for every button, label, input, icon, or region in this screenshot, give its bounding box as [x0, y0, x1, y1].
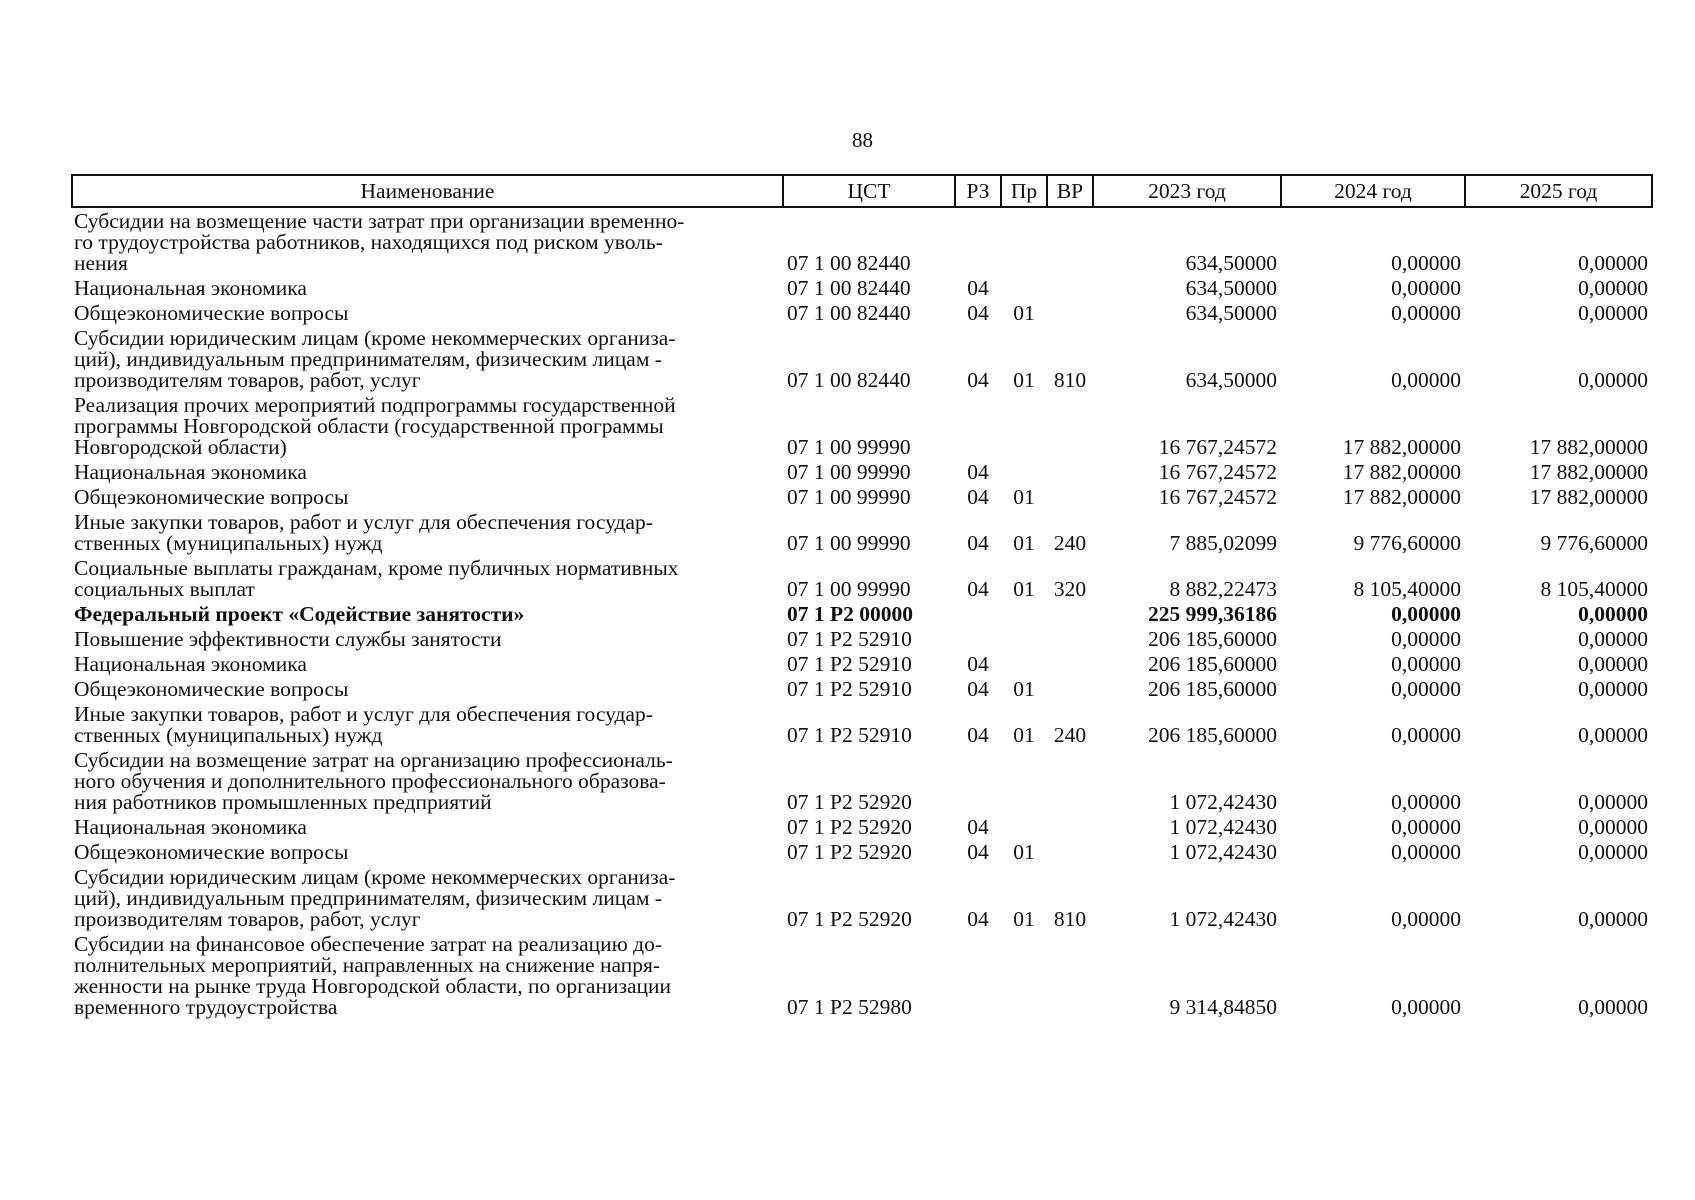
row-name [72, 931, 783, 1019]
row-2024: 0,00000 [1391, 652, 1461, 676]
row-name [72, 392, 783, 459]
row-cst: 07 1 00 82440 [787, 276, 911, 300]
row-cst: 07 1 Р2 00000 [787, 602, 914, 626]
table-row [72, 275, 1652, 300]
row-name [72, 747, 783, 814]
row-pr: 01 [1013, 577, 1035, 601]
row-vr [1047, 626, 1093, 651]
row-pr: 01 [1013, 677, 1035, 701]
row-cst: 07 1 Р2 52980 [787, 995, 912, 1019]
row-vr [1047, 300, 1093, 325]
row-rz: 04 [967, 652, 989, 676]
row-vr [1047, 207, 1093, 275]
header-name: Наименование [72, 175, 783, 207]
row-2023: 7 885,02099 [1169, 531, 1277, 555]
row-cst: 07 1 00 82440 [787, 368, 911, 392]
row-vr [1047, 484, 1093, 509]
row-2025: 0,00000 [1578, 301, 1648, 325]
row-name-line: производителям товаров, работ, услуг [74, 368, 421, 392]
row-rz: 04 [967, 815, 989, 839]
row-name-line: ций), индивидуальным предпринимателям, физическим лицам - [74, 347, 662, 371]
row-2025: 0,00000 [1578, 368, 1648, 392]
row-rz [955, 207, 1001, 275]
row-2025: 0,00000 [1578, 677, 1648, 701]
row-vr [1047, 601, 1093, 626]
row-2023: 634,50000 [1185, 276, 1277, 300]
row-cst: 07 1 00 99990 [787, 531, 911, 555]
row-name-line: Общеэкономические вопросы [74, 485, 349, 509]
row-rz: 04 [967, 907, 989, 931]
row-name-line: временного трудоустройства [74, 995, 338, 1019]
table-row [72, 555, 1652, 601]
row-name-line: Субсидии юридическим лицам (кроме некоммерческих организа- [74, 326, 676, 350]
row-name [72, 325, 783, 392]
row-cst: 07 1 00 99990 [787, 460, 911, 484]
row-name-line: Общеэкономические вопросы [74, 840, 349, 864]
table-row [72, 207, 1652, 275]
row-pr [1001, 626, 1047, 651]
header-vr: ВР [1047, 175, 1093, 207]
row-rz: 04 [967, 368, 989, 392]
row-name-line: Национальная экономика [74, 276, 307, 300]
row-name [72, 300, 783, 325]
table-row [72, 509, 1652, 555]
row-2025: 17 882,00000 [1529, 460, 1648, 484]
header-2023: 2023 год [1093, 175, 1281, 207]
row-pr [1001, 459, 1047, 484]
row-vr [1047, 814, 1093, 839]
table-row [72, 459, 1652, 484]
row-cst: 07 1 Р2 52910 [787, 627, 912, 651]
row-2024: 0,00000 [1391, 368, 1461, 392]
row-name-line: Национальная экономика [74, 652, 307, 676]
row-vr [1047, 392, 1093, 459]
row-name-line: ного обучения и дополнительного профессионального образова- [74, 769, 666, 793]
row-name-line: социальных выплат [74, 577, 255, 601]
row-rz: 04 [967, 677, 989, 701]
row-2024: 8 105,40000 [1353, 577, 1461, 601]
row-2024: 0,00000 [1391, 815, 1461, 839]
row-rz: 04 [967, 840, 989, 864]
row-cst: 07 1 00 99990 [787, 435, 911, 459]
row-name-line: Реализация прочих мероприятий подпрограммы государственной [74, 393, 676, 417]
row-2024: 17 882,00000 [1342, 435, 1461, 459]
row-pr [1001, 275, 1047, 300]
row-cst: 07 1 00 99990 [787, 485, 911, 509]
row-2023: 206 185,60000 [1148, 723, 1277, 747]
row-2023: 206 185,60000 [1148, 652, 1277, 676]
row-2024: 9 776,60000 [1353, 531, 1461, 555]
row-2023: 1 072,42430 [1169, 815, 1277, 839]
row-name-line: Новгородской области) [74, 435, 287, 459]
row-pr [1001, 207, 1047, 275]
row-name [72, 701, 783, 747]
row-2024: 0,00000 [1391, 301, 1461, 325]
table-row [72, 392, 1652, 459]
header-rz: РЗ [955, 175, 1001, 207]
row-vr [1047, 459, 1093, 484]
table-row [72, 864, 1652, 931]
row-2025: 8 105,40000 [1540, 577, 1648, 601]
row-2023: 16 767,24572 [1158, 435, 1277, 459]
row-name [72, 207, 783, 275]
row-rz [955, 601, 1001, 626]
row-vr: 240 [1053, 531, 1087, 555]
row-2023: 206 185,60000 [1148, 627, 1277, 651]
row-rz [955, 626, 1001, 651]
row-name-line: Субсидии на финансовое обеспечение затрат на реализацию до- [74, 932, 662, 956]
row-name-line: го трудоустройства работников, находящихся под риском уволь- [74, 230, 663, 254]
row-name-line: Национальная экономика [74, 815, 307, 839]
row-cst: 07 1 Р2 52920 [787, 790, 912, 814]
row-name-line: нения [74, 251, 128, 275]
row-2025: 17 882,00000 [1529, 435, 1648, 459]
row-rz [955, 931, 1001, 1019]
row-cst: 07 1 Р2 52910 [787, 652, 912, 676]
table-row [72, 484, 1652, 509]
row-2023: 16 767,24572 [1158, 460, 1277, 484]
row-rz: 04 [967, 276, 989, 300]
row-name-line: ственных (муниципальных) нужд [74, 723, 383, 747]
row-rz: 04 [967, 485, 989, 509]
row-name-line: Национальная экономика [74, 460, 307, 484]
row-2025: 0,00000 [1578, 723, 1648, 747]
row-name [72, 509, 783, 555]
table-row [72, 626, 1652, 651]
row-2024: 0,00000 [1391, 907, 1461, 931]
table-row [72, 601, 1652, 626]
row-name-line: женности на рынке труда Новгородской области, по организации [74, 974, 672, 998]
table-row [72, 651, 1652, 676]
table-row [72, 701, 1652, 747]
table-row [72, 931, 1652, 1019]
row-rz: 04 [967, 723, 989, 747]
row-pr: 01 [1013, 907, 1035, 931]
row-vr: 240 [1053, 723, 1087, 747]
row-name [72, 839, 783, 864]
row-2025: 0,00000 [1578, 276, 1648, 300]
row-rz [955, 747, 1001, 814]
row-2023: 1 072,42430 [1169, 790, 1277, 814]
row-pr: 01 [1013, 368, 1035, 392]
table-header-row [72, 175, 1652, 207]
row-2024: 17 882,00000 [1342, 485, 1461, 509]
row-name-line: ственных (муниципальных) нужд [74, 531, 383, 555]
row-name-line: Федеральный проект «Содействие занятости» [74, 602, 525, 626]
row-rz [955, 392, 1001, 459]
row-vr [1047, 651, 1093, 676]
row-name [72, 626, 783, 651]
row-cst: 07 1 00 82440 [787, 251, 911, 275]
row-pr [1001, 601, 1047, 626]
row-2024: 0,00000 [1391, 723, 1461, 747]
row-2024: 0,00000 [1391, 840, 1461, 864]
row-rz: 04 [967, 577, 989, 601]
row-name-line: Иные закупки товаров, работ и услуг для обеспечения государ- [74, 702, 653, 726]
header-pr: Пр [1001, 175, 1047, 207]
row-name [72, 651, 783, 676]
row-2023: 1 072,42430 [1169, 840, 1277, 864]
row-cst: 07 1 00 82440 [787, 301, 911, 325]
row-2025: 0,00000 [1578, 995, 1648, 1019]
row-name [72, 814, 783, 839]
row-vr [1047, 747, 1093, 814]
table-row [72, 814, 1652, 839]
row-name-line: Иные закупки товаров, работ и услуг для обеспечения государ- [74, 510, 653, 534]
row-2024: 0,00000 [1391, 677, 1461, 701]
row-2024: 0,00000 [1391, 251, 1461, 275]
row-cst: 07 1 Р2 52920 [787, 907, 912, 931]
row-name-line: Общеэкономические вопросы [74, 301, 349, 325]
row-2024: 0,00000 [1391, 790, 1461, 814]
row-pr [1001, 747, 1047, 814]
row-name-line: Общеэкономические вопросы [74, 677, 349, 701]
row-pr [1001, 651, 1047, 676]
row-rz: 04 [967, 460, 989, 484]
table-row [72, 747, 1652, 814]
row-2025: 0,00000 [1578, 602, 1648, 626]
row-cst: 07 1 Р2 52910 [787, 723, 912, 747]
row-2023: 1 072,42430 [1169, 907, 1277, 931]
row-name [72, 864, 783, 931]
row-pr: 01 [1013, 301, 1035, 325]
row-2025: 17 882,00000 [1529, 485, 1648, 509]
header-2025: 2025 год [1465, 175, 1652, 207]
row-pr: 01 [1013, 531, 1035, 555]
row-2024: 0,00000 [1391, 627, 1461, 651]
row-2024: 0,00000 [1391, 602, 1461, 626]
table-body [72, 207, 1652, 1019]
row-pr: 01 [1013, 485, 1035, 509]
row-vr: 810 [1053, 907, 1087, 931]
row-name-line: Социальные выплаты гражданам, кроме публичных нормативных [74, 556, 679, 580]
row-name-line: Повышение эффективности службы занятости [74, 627, 502, 651]
row-name-line: Субсидии на возмещение затрат на организацию профессиональ- [74, 748, 673, 772]
row-2023: 634,50000 [1185, 251, 1277, 275]
row-name-line: Субсидии на возмещение части затрат при организации временно- [74, 209, 685, 233]
row-name-line: производителям товаров, работ, услуг [74, 907, 421, 931]
budget-table [71, 174, 1653, 1019]
row-2025: 0,00000 [1578, 907, 1648, 931]
row-2025: 0,00000 [1578, 627, 1648, 651]
row-cst: 07 1 Р2 52920 [787, 840, 912, 864]
row-pr [1001, 392, 1047, 459]
row-rz: 04 [967, 301, 989, 325]
table-row [72, 839, 1652, 864]
row-name [72, 275, 783, 300]
row-2023: 634,50000 [1185, 301, 1277, 325]
row-vr: 810 [1053, 368, 1087, 392]
header-cst: ЦСТ [783, 175, 955, 207]
row-name [72, 459, 783, 484]
row-name [72, 555, 783, 601]
table-row [72, 676, 1652, 701]
row-2023: 225 999,36186 [1148, 602, 1277, 626]
row-vr [1047, 275, 1093, 300]
row-pr: 01 [1013, 723, 1035, 747]
row-2025: 0,00000 [1578, 790, 1648, 814]
row-vr [1047, 931, 1093, 1019]
row-vr [1047, 676, 1093, 701]
row-name-line: полнительных мероприятий, направленных на снижение напря- [74, 953, 661, 977]
header-2024: 2024 год [1281, 175, 1465, 207]
row-pr [1001, 931, 1047, 1019]
row-cst: 07 1 Р2 52910 [787, 677, 912, 701]
row-2025: 9 776,60000 [1540, 531, 1648, 555]
row-2025: 0,00000 [1578, 652, 1648, 676]
table-row [72, 325, 1652, 392]
row-2024: 17 882,00000 [1342, 460, 1461, 484]
row-2025: 0,00000 [1578, 251, 1648, 275]
table-row [72, 300, 1652, 325]
row-pr [1001, 814, 1047, 839]
row-2024: 0,00000 [1391, 995, 1461, 1019]
row-name [72, 676, 783, 701]
row-vr: 320 [1053, 577, 1087, 601]
row-2023: 634,50000 [1185, 368, 1277, 392]
row-2023: 8 882,22473 [1169, 577, 1277, 601]
row-cst: 07 1 00 99990 [787, 577, 911, 601]
row-name-line: Субсидии юридическим лицам (кроме некоммерческих организа- [74, 865, 676, 889]
row-2023: 16 767,24572 [1158, 485, 1277, 509]
row-2024: 0,00000 [1391, 276, 1461, 300]
row-rz: 04 [967, 531, 989, 555]
row-vr [1047, 839, 1093, 864]
page-number: 88 [852, 128, 873, 152]
row-name-line: ций), индивидуальным предпринимателям, физическим лицам - [74, 886, 662, 910]
row-2023: 206 185,60000 [1148, 677, 1277, 701]
row-name [72, 484, 783, 509]
row-pr: 01 [1013, 840, 1035, 864]
row-name-line: программы Новгородской области (государственной программы [74, 414, 664, 438]
row-2025: 0,00000 [1578, 840, 1648, 864]
row-cst: 07 1 Р2 52920 [787, 815, 912, 839]
row-name [72, 601, 783, 626]
row-2025: 0,00000 [1578, 815, 1648, 839]
row-2023: 9 314,84850 [1169, 995, 1277, 1019]
row-name-line: ния работников промышленных предприятий [74, 790, 492, 814]
